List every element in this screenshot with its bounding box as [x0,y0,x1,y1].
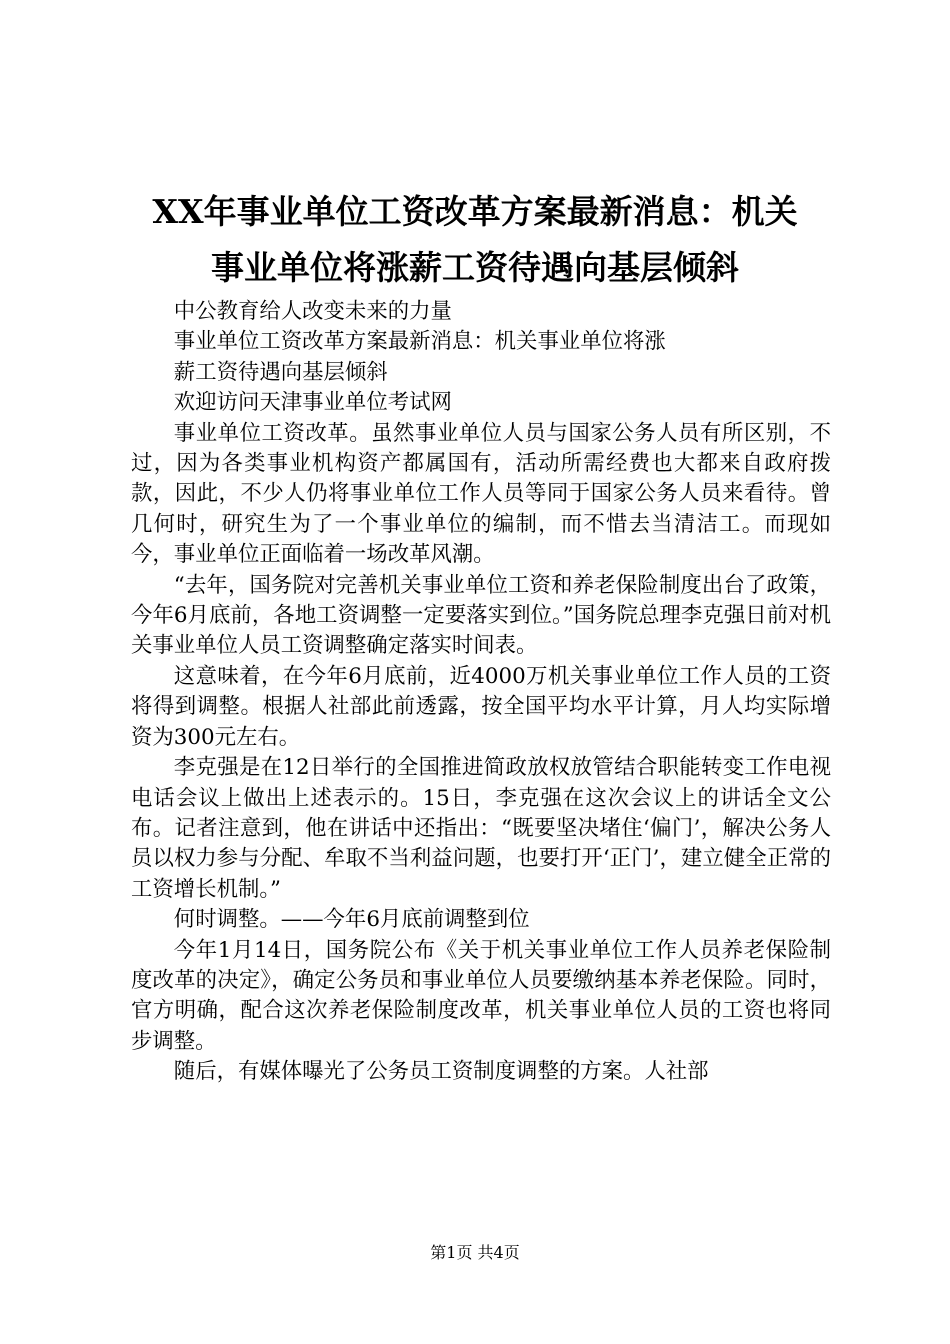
paragraph: 今年1月14日，国务院公布《关于机关事业单位工作人员养老保险制度改革的决定》，确定公务员和事业单位人员要缴纳基本养老保险。同时，官方明确，配合这次养老保险制度改革，机关事业单位人员的工资也将同步调整。 [131,937,831,1054]
paragraph: 何时调整。——今年6月底前调整到位 [173,907,530,933]
paragraph: 李克强是在12日举行的全国推进简政放权放管结合职能转变工作电视电话会议上做出上述表示的。15日，李克强在这次会议上的讲话全文公布。记者注意到，他在讲话中还指出：“既要坚决堵住‘偏门’，解决公务人员以权力参与分配、牟取不当利益问题，也要打开‘正门’，建立健全正常的工资增长机制。” [131,755,831,902]
paragraph: 这意味着，在今年6月底前，近4000万机关事业单位工作人员的工资将得到调整。根据人社部此前透露，按全国平均水平计算，月人均实际增资为300元左右。 [131,663,831,750]
title-line-2: 事业单位将涨薪工资待遇向基层倾斜 [211,248,739,287]
paragraph: 随后，有媒体曝光了公务员工资制度调整的方案。人社部 [173,1059,709,1085]
paragraph: 事业单位工资改革方案最新消息：机关事业单位将涨 [173,329,666,355]
paragraph: 事业单位工资改革。虽然事业单位人员与国家公务人员有所区别，不过，因为各类事业机构资产都属国有，活动所需经费也大都来自政府拨款，因此，不少人仍将事业单位工作人员等同于国家公务人员来看待。曾几何时，研究生为了一个事业单位的编制，而不惜去当清洁工。而现如今，事业单位正面临着一场改革风潮。 [131,420,831,568]
paragraph: 薪工资待遇向基层倾斜 [173,359,388,385]
paragraph: “去年，国务院对完善机关事业单位工资和养老保险制度出台了政策，今年6月底前，各地工资调整一定要落实到位。”国务院总理李克强日前对机关事业单位人员工资调整确定落实时间表。 [131,572,831,659]
document-body [131,297,831,1088]
paragraph: 欢迎访问天津事业单位考试网 [173,390,452,416]
page-footer: 第1页 共4页 [430,1243,520,1262]
title-line-1: XX年事业单位工资改革方案最新消息：机关 [152,192,798,231]
paragraph: 中公教育给人改变未来的力量 [173,299,452,324]
document-title [110,184,840,296]
